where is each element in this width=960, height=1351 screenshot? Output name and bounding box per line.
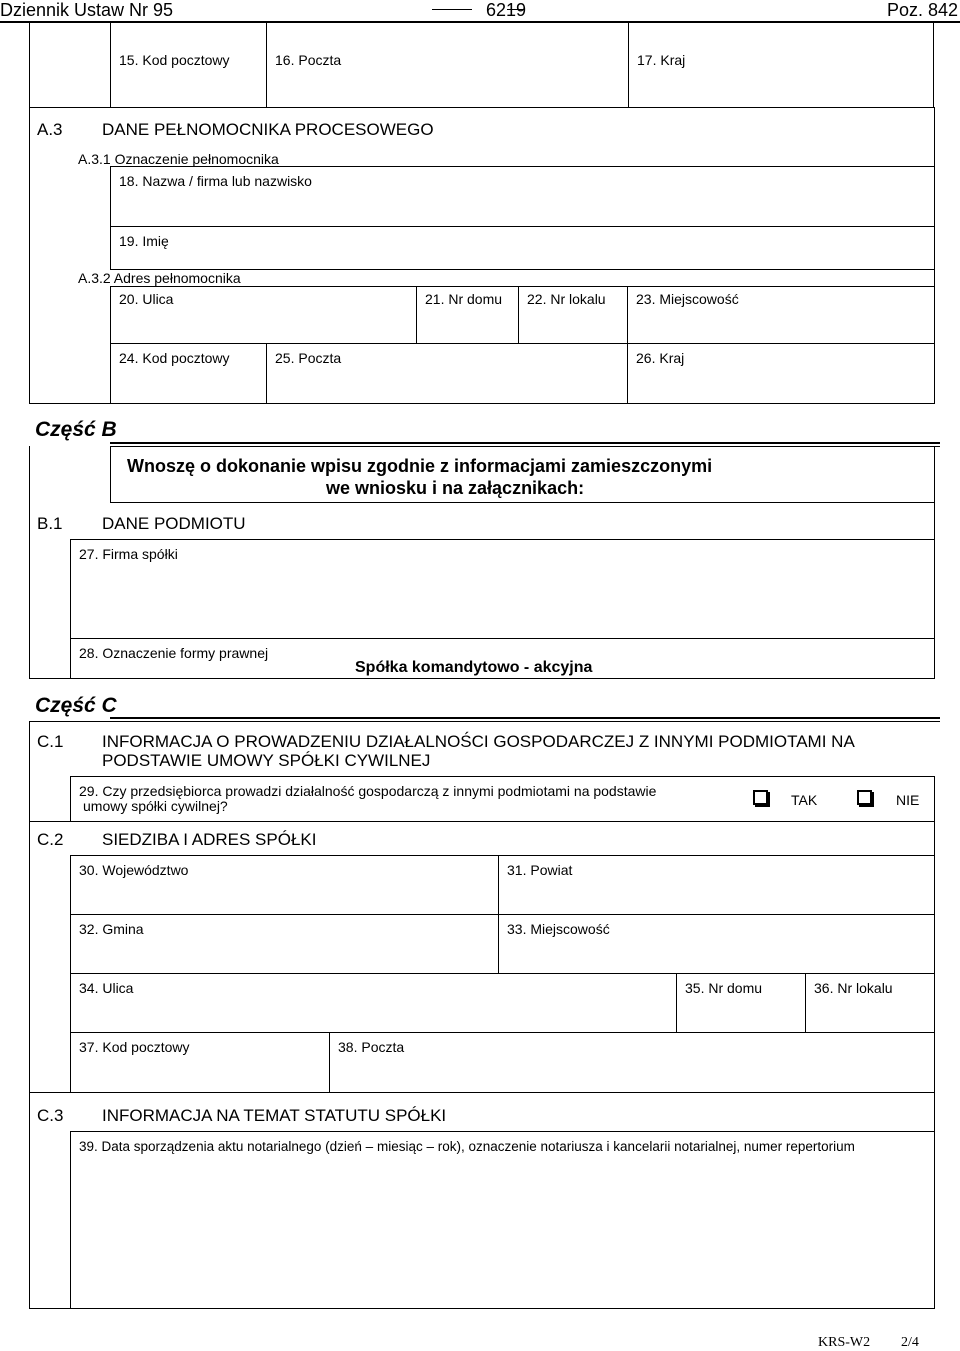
postal-code-field[interactable] [110, 22, 267, 107]
c2-title: SIEDZIBA I ADRES SPÓŁKI [102, 830, 317, 849]
attorney-country-field[interactable] [627, 343, 935, 404]
form-code: KRS-W2 [818, 1335, 871, 1350]
top-row-bottom [29, 107, 935, 108]
attorney-firstname-field[interactable] [110, 226, 935, 269]
part-c-left-border [29, 721, 30, 1309]
legal-form-label: 28. Oznaczenie formy prawnej [79, 645, 269, 661]
civil-partnership-label-line-1: 29. Czy przedsiębiorca prowadzi działalność gospodarczą z innymi podmiotami na podstawie [79, 783, 657, 799]
postal-code-label: 15. Kod pocztowy [119, 52, 230, 68]
company-post-office-field[interactable] [329, 1032, 935, 1093]
statement-left-border [110, 446, 111, 503]
attorney-house-no-label: 21. Nr domu [425, 291, 503, 307]
a3-bottom [29, 403, 935, 404]
attorney-street-label: 20. Ulica [119, 291, 174, 307]
voivodeship-label: 30. Województwo [79, 862, 189, 878]
c2-bottom [29, 1092, 935, 1093]
street-field[interactable] [70, 973, 677, 1033]
page-form-bottom [29, 1308, 935, 1309]
part-b-title: Część B [35, 418, 117, 441]
part-c-title: Część C [35, 694, 117, 717]
a3-title: DANE PEŁNOMOCNIKA PROCESOWEGO [102, 120, 434, 139]
a32-subtitle: A.3.2 Adres pełnomocnika [78, 270, 241, 286]
civil-partnership-label-line-2: umowy spółki cywilnej? [83, 798, 228, 814]
attorney-city-label: 23. Miejscowość [636, 291, 739, 307]
company-name-field[interactable] [70, 539, 935, 639]
country-field[interactable] [628, 22, 934, 107]
attorney-flat-no-field[interactable] [518, 286, 628, 344]
a3-left-border [29, 107, 30, 404]
attorney-city-field[interactable] [627, 286, 935, 344]
no-label: NIE [896, 792, 920, 808]
c3-title: INFORMACJA NA TEMAT STATUTU SPÓŁKI [102, 1106, 447, 1125]
statement-line-2: we wniosku i na załącznikach: [326, 478, 585, 498]
commune-label: 32. Gmina [79, 921, 144, 937]
attorney-firstname-label: 19. Imię [119, 233, 169, 249]
page-number: 6219 [486, 0, 527, 20]
flat-no-label: 36. Nr lokalu [814, 980, 893, 996]
attorney-postal-code-label: 24. Kod pocztowy [119, 350, 230, 366]
post-office-field[interactable] [266, 22, 629, 107]
street-label: 34. Ulica [79, 980, 134, 996]
attorney-name-field[interactable] [110, 166, 935, 226]
attorney-street-field[interactable] [110, 286, 417, 344]
statement-bottom [110, 502, 935, 503]
commune-field[interactable] [70, 914, 499, 974]
c1-number: C.1 [37, 732, 64, 751]
c2-number: C.2 [37, 830, 64, 849]
attorney-house-no-field[interactable] [416, 286, 519, 344]
part-b-left-border [29, 446, 30, 679]
company-name-label: 27. Firma spółki [79, 546, 178, 562]
top-left-border [29, 22, 30, 107]
header-dash-visible [507, 9, 525, 10]
c1-title-line-1: INFORMACJA O PROWADZENIU DZIAŁALNOŚCI GOSPODARCZEJ Z INNYMI PODMIOTAMI NA [102, 732, 855, 751]
page-of: 2/4 [901, 1335, 919, 1350]
yes-label: TAK [791, 792, 818, 808]
c3-number: C.3 [37, 1106, 64, 1125]
notarial-deed-label: 39. Data sporządzenia aktu notarialnego (dzień – miesiąc – rok), oznaczenie notariusza i kancelarii notarialnej, numer repertorium [79, 1139, 855, 1154]
attorney-name-label: 18. Nazwa / firma lub nazwisko [119, 173, 312, 189]
house-no-field[interactable] [676, 973, 806, 1033]
attorney-postal-code-field[interactable] [110, 343, 267, 404]
b1-title: DANE PODMIOTU [102, 514, 246, 533]
part-b-bottom [29, 678, 935, 679]
a31-subtitle: A.3.1 Oznaczenie pełnomocnika [78, 151, 279, 167]
statement-line-1: Wnoszę o dokonanie wpisu zgodnie z informacjami zamieszczonymi [127, 456, 713, 476]
legal-form-value: Spółka komandytowo - akcyjna [355, 659, 593, 676]
a3-number: A.3 [37, 120, 63, 139]
county-label: 31. Powiat [507, 862, 573, 878]
journal-title: Dziennik Ustaw Nr 95 [0, 0, 174, 20]
notarial-deed-field[interactable] [70, 1131, 935, 1309]
b1-number: B.1 [37, 514, 63, 533]
position-number: Poz. 842 [886, 0, 958, 20]
attorney-post-office-field[interactable] [266, 343, 628, 404]
company-postal-code-label: 37. Kod pocztowy [79, 1039, 190, 1055]
part-c-rule-top2 [30, 721, 940, 722]
company-postal-code-field[interactable] [70, 1032, 330, 1093]
house-no-label: 35. Nr domu [685, 980, 763, 996]
legal-form-field [70, 638, 935, 679]
attorney-post-office-label: 25. Poczta [275, 350, 342, 366]
part-b-rule-top2 [110, 446, 940, 447]
post-office-label: 16. Poczta [275, 52, 342, 68]
no-checkbox[interactable] [857, 790, 872, 805]
city-field[interactable] [498, 914, 935, 974]
part-b-rule-top [110, 442, 940, 444]
c1-bottom [29, 821, 935, 822]
voivodeship-field[interactable] [70, 855, 499, 915]
part-c-rule-top [110, 717, 940, 719]
country-label: 17. Kraj [637, 52, 686, 68]
attorney-country-label: 26. Kraj [636, 350, 685, 366]
city-label: 33. Miejscowość [507, 921, 610, 937]
header-dash-left [432, 9, 472, 10]
county-field[interactable] [498, 855, 935, 915]
yes-checkbox[interactable] [753, 790, 768, 805]
flat-no-field[interactable] [805, 973, 935, 1033]
company-post-office-label: 38. Poczta [338, 1039, 405, 1055]
c1-title-line-2: PODSTAWIE UMOWY SPÓŁKI CYWILNEJ [102, 751, 431, 770]
attorney-flat-no-label: 22. Nr lokalu [527, 291, 606, 307]
